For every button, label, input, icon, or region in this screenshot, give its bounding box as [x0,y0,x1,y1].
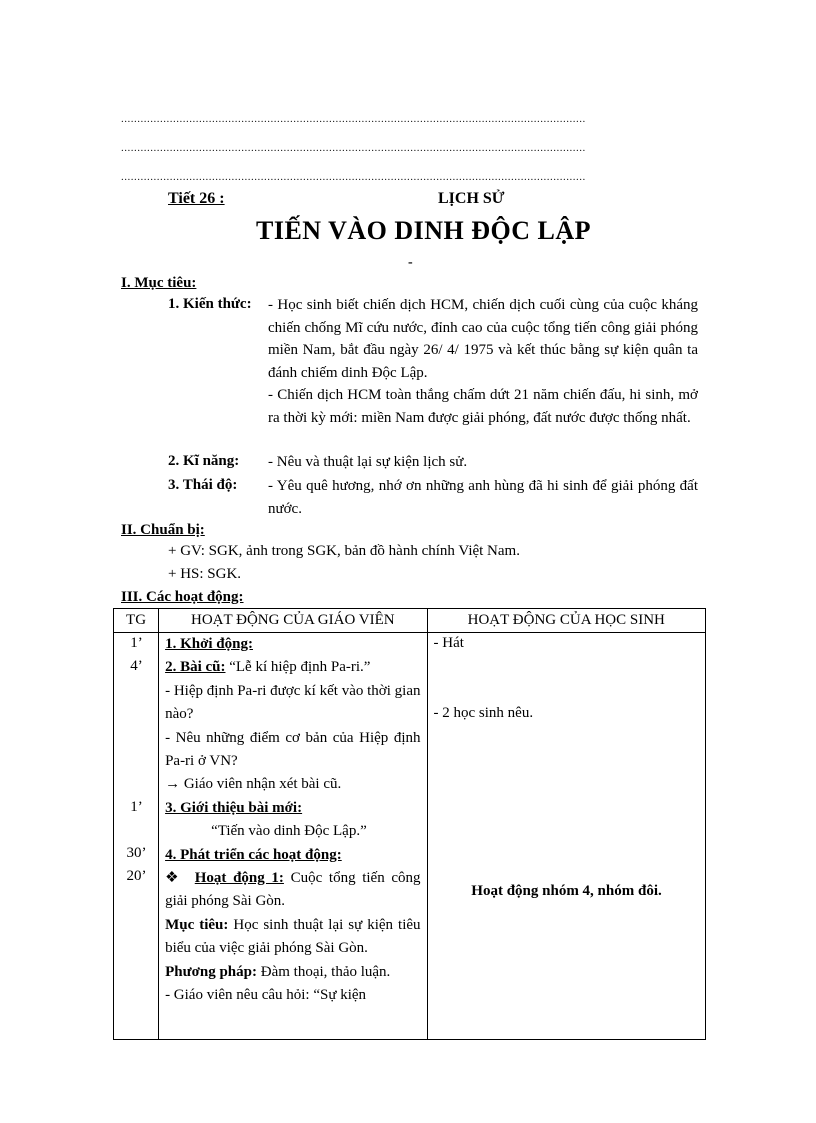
activity-1: ❖ Hoạt động 1: Cuộc tổng tiến công giải phóng Sài Gòn. [165,870,421,910]
student-activity-answer: - 2 học sinh nêu. [433,705,534,721]
objectives-heading: I. Mục tiêu: [121,275,197,291]
activity-1-question: - Giáo viên nêu câu hỏi: “Sự kiện [165,987,367,1004]
time-value: 30’ [126,845,147,861]
preparation-gv: + GV: SGK, ảnh trong SGK, bản đồ hành chính Việt Nam. [168,543,520,559]
activities-table [113,608,706,1040]
time-value: 1’ [130,635,143,651]
dotted-line-3: ............................................................................................................................................... [121,171,586,183]
column-header-tg: TG [114,609,159,633]
time-value: 1’ [130,799,143,815]
student-activity-group: Hoạt động nhóm 4, nhóm đôi. [471,883,662,899]
review-question-1: - Hiệp định Pa-ri được kí kết vào thời gian nào? [165,682,421,723]
knowledge-paragraph-2: - Chiến dịch HCM toàn thắng chấm dứt 21 năm chiến đấu, hi sinh, mở ra thời kỳ mới: miền Nam được giải phóng, đất nước được thống nhất. [268,387,698,426]
dotted-line-1: ............................................................................................................................................... [121,113,586,125]
step-warmup: 1. Khởi động: [165,636,253,652]
diamond-bullet-icon: ❖ [165,870,182,887]
step-review: 2. Bài cũ: “Lễ kí hiệp định Pa-ri.” [165,659,371,676]
table-row [114,633,706,1040]
student-activities-cell [427,633,705,1040]
lesson-title-quote: “Tiến vào dinh Độc Lập.” [211,823,367,840]
activities-heading: III. Các hoạt động: [121,589,244,605]
time-cell [114,633,159,1040]
knowledge-label: 1. Kiến thức: [168,296,252,312]
page-title: TIẾN VÀO DINH ĐỘC LẬP [256,216,592,245]
preparation-heading: II. Chuẩn bị: [121,522,205,538]
step-development: 4. Phát triển các hoạt động: [165,846,342,863]
skill-text: - Nêu và thuật lại sự kiện lịch sử. [268,454,468,470]
subject-title: LỊCH SỬ [438,190,505,207]
time-value: 4’ [130,658,143,674]
knowledge-paragraph-1: - Học sinh biết chiến dịch HCM, chiến dịch cuối cùng của cuộc kháng chiến chống Mĩ cứu nước, đỉnh cao của cuộc tổng tiến công giải phóng miền Nam, bắt đầu ngày 26/ 4/ 1975 và kết thúc bằng sự kiện quân ta đánh chiếm dinh Độc Lập. [268,297,698,381]
teacher-activities-cell [159,633,427,1040]
attitude-text: - Yêu quê hương, nhớ ơn những anh hùng đã hi sinh để giải phóng đất nước. [268,478,698,517]
activity-1-goal: Mục tiêu: Học sinh thuật lại sự kiện tiêu biểu của việc giải phóng Sài Gòn. [165,916,421,957]
review-question-2: - Nêu những điểm cơ bản của Hiệp định Pa-ri ở VN? [165,729,421,770]
title-dash: - [408,255,413,270]
time-value: 20’ [126,868,147,884]
lesson-number: Tiết 26 : [168,190,225,207]
skill-label: 2. Kĩ năng: [168,453,240,469]
step-introduction: 3. Giới thiệu bài mới: [165,799,303,816]
column-header-student: HOẠT ĐỘNG CỦA HỌC SINH [427,609,705,633]
attitude-label: 3. Thái độ: [168,477,238,493]
activity-1-method: Phương pháp: Đàm thoại, thảo luận. [165,963,391,980]
review-note: → Giáo viên nhận xét bài cũ. [165,776,342,793]
student-activity-sing: - Hát [433,635,464,651]
table-header-row [114,609,706,633]
column-header-teacher: HOẠT ĐỘNG CỦA GIÁO VIÊN [159,609,427,633]
dotted-line-2: ............................................................................................................................................... [121,142,586,154]
preparation-hs: + HS: SGK. [168,566,242,582]
